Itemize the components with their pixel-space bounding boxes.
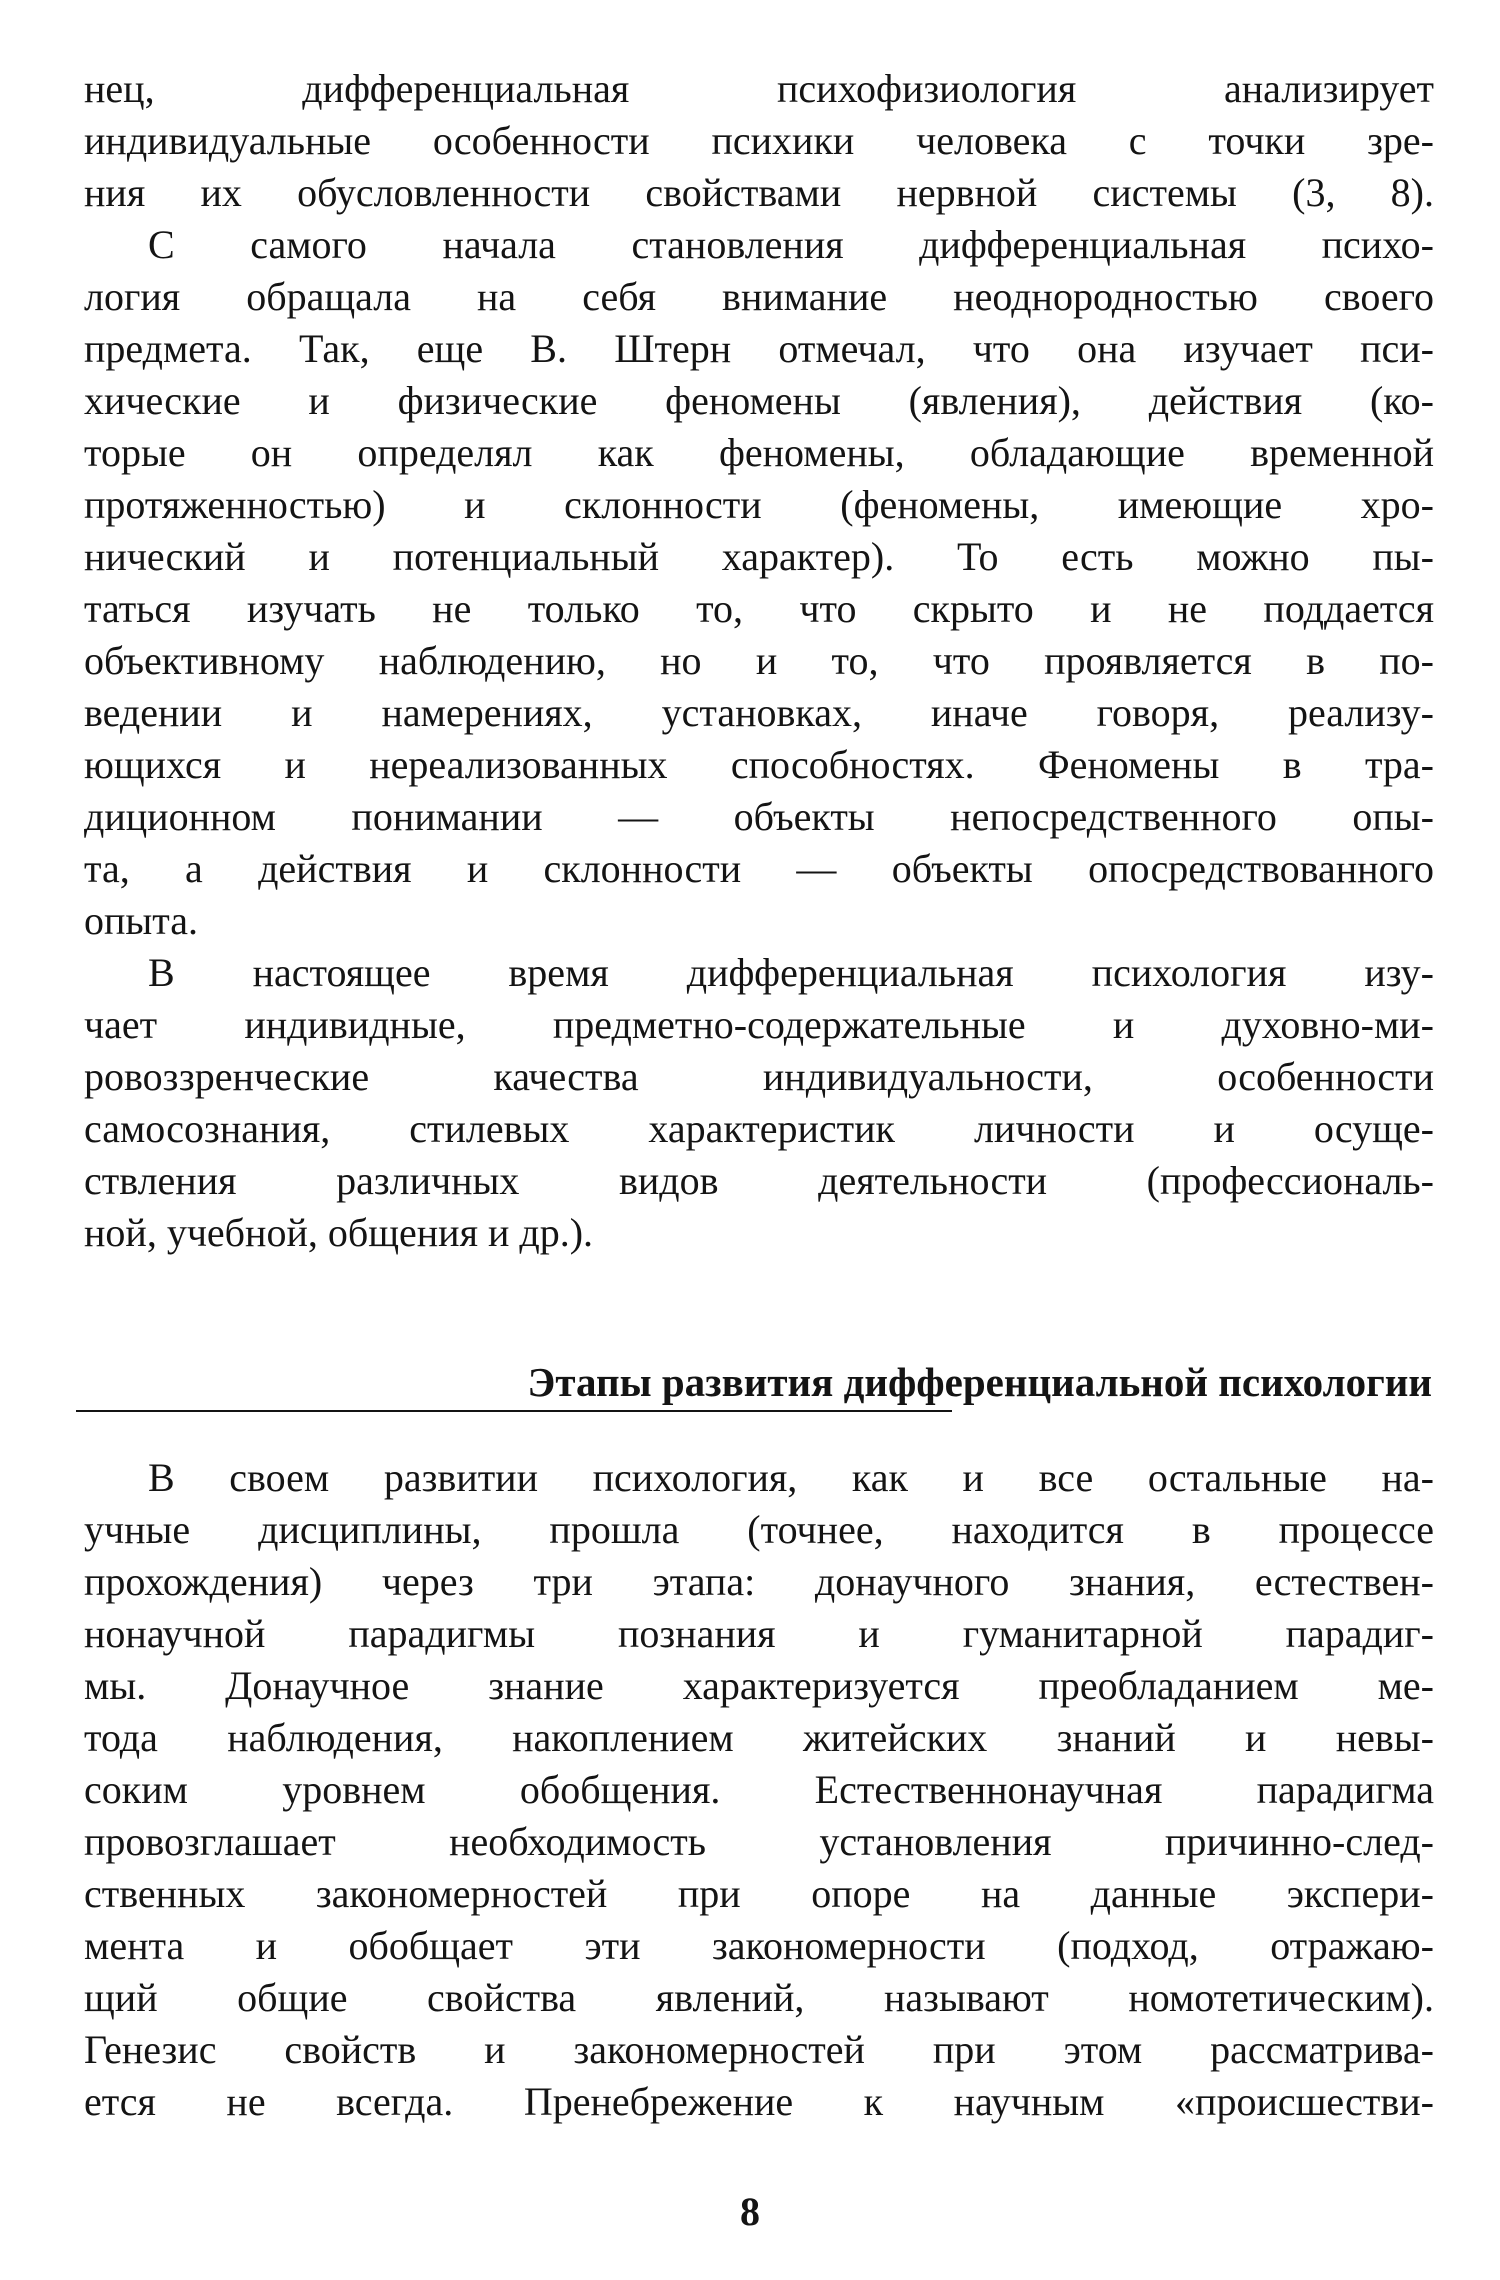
text-line: ствления различных видов деятельности (профессиональ-: [84, 1158, 1434, 1203]
text-line: чает индивидные, предметно-содержательные и духовно-ми-: [84, 1002, 1434, 1047]
heading-underline: [76, 1410, 952, 1412]
text-line: нец, дифференциальная психофизиология анализирует: [84, 66, 1434, 111]
text-line: ющихся и нереализованных способностях. Феномены в тра-: [84, 742, 1434, 787]
text-line: В настоящее время дифференциальная психология изу-: [148, 950, 1434, 995]
text-line: прохождения) через три этапа: донаучного знания, естествен-: [84, 1559, 1434, 1604]
text-line: мы. Донаучное знание характеризуется преобладанием ме-: [84, 1663, 1434, 1708]
text-line: торые он определял как феномены, обладающие временной: [84, 430, 1434, 475]
text-line: та, а действия и склонности — объекты опосредствованного: [84, 846, 1434, 891]
body-text-bottom: [84, 1452, 1434, 2128]
body-text-top: [84, 63, 1434, 1259]
text-line: ровоззренческие качества индивидуальности, особенности: [84, 1054, 1434, 1099]
text-line: ется не всегда. Пренебрежение к научным «происшестви-: [84, 2079, 1434, 2124]
text-line: предмета. Так, еще В. Штерн отмечал, что она изучает пси-: [84, 326, 1434, 371]
text-line: ственных закономерностей при опоре на данные экспери-: [84, 1871, 1434, 1916]
text-line: Генезис свойств и закономерностей при этом рассматрива-: [84, 2027, 1434, 2072]
text-line: щий общие свойства явлений, называют номотетическим).: [84, 1975, 1434, 2020]
text-line: индивидуальные особенности психики человека с точки зре-: [84, 118, 1434, 163]
text-line: логия обращала на себя внимание неоднородностью своего: [84, 274, 1434, 319]
text-line: учные дисциплины, прошла (точнее, находится в процессе: [84, 1507, 1434, 1552]
text-line: соким уровнем обобщения. Естественнонаучная парадигма: [84, 1767, 1434, 1812]
text-line: таться изучать не только то, что скрыто и не поддается: [84, 586, 1434, 631]
text-line: опыта.: [84, 898, 199, 943]
text-line: нонаучной парадигмы познания и гуманитарной парадиг-: [84, 1611, 1434, 1656]
text-line: провозглашает необходимость установления причинно-след-: [84, 1819, 1434, 1864]
text-line: нический и потенциальный характер). То есть можно пы-: [84, 534, 1434, 579]
text-line: ния их обусловленности свойствами нервной системы (3, 8).: [84, 170, 1434, 215]
text-line: объективному наблюдению, но и то, что проявляется в по-: [84, 638, 1434, 683]
text-line: С самого начала становления дифференциальная психо-: [148, 222, 1434, 267]
text-line: мента и обобщает эти закономерности (подход, отражаю-: [84, 1923, 1434, 1968]
text-line: ведении и намерениях, установках, иначе говоря, реализу-: [84, 690, 1434, 735]
page-number: 8: [740, 2189, 760, 2234]
text-line: тода наблюдения, накоплением житейских знаний и невы-: [84, 1715, 1434, 1760]
text-line: В своем развитии психология, как и все остальные на-: [148, 1455, 1434, 1500]
text-line: самосознания, стилевых характеристик личности и осуще-: [84, 1106, 1434, 1151]
text-line: хические и физические феномены (явления), действия (ко-: [84, 378, 1434, 423]
section-heading: Этапы развития дифференциальной психологии: [527, 1359, 1432, 1405]
text-line: диционном понимании — объекты непосредственного опы-: [84, 794, 1434, 839]
text-line: ной, учебной, общения и др.).: [84, 1210, 594, 1255]
text-line: протяженностью) и склонности (феномены, имеющие хро-: [84, 482, 1434, 527]
